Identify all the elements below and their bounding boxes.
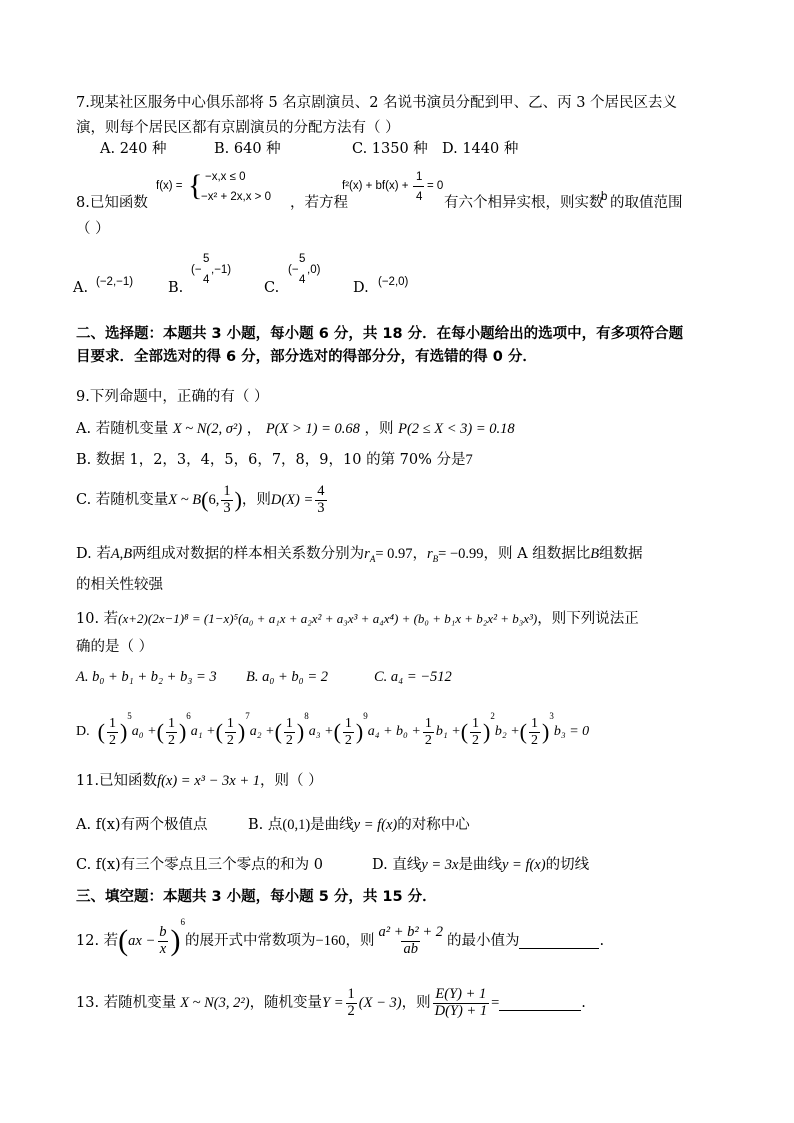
q8-equation-num: 1 — [416, 171, 423, 183]
q10-option-b: B. a₀ + b₀ = 2 — [246, 669, 329, 685]
q12-target-fraction — [376, 925, 445, 958]
q8-equation-fraction-bar — [413, 186, 424, 187]
q10-prefix: 10. 若 — [76, 611, 119, 627]
q13-target-den: D(Y) + 1 — [434, 1002, 488, 1019]
q9-d-ra-value: = 0.97 — [375, 546, 413, 562]
q9-c-n: 6, — [208, 491, 220, 508]
q11-option-d — [372, 858, 589, 873]
q9-option-a — [76, 422, 515, 437]
q12-answer-blank[interactable] — [519, 934, 599, 949]
q10-d-half-num: 1 — [226, 716, 234, 732]
q12-rparen: ) — [170, 924, 181, 957]
q8-option-b-label: B. — [168, 280, 184, 296]
q10-d-half-num: 1 — [424, 716, 432, 732]
q11-b-mid: 是曲线 — [310, 817, 354, 833]
q9-a-comma: ， — [246, 421, 262, 437]
q10-d-half-den: 2 — [226, 732, 234, 748]
q13-y-tail: (X − 3) — [358, 994, 402, 1011]
q11-d-curve: y = f(x) — [501, 857, 546, 873]
q8-option-b-num: 5 — [203, 253, 210, 265]
q12-target-den: ab — [403, 940, 418, 957]
q8-suffix: 有六个相异实根，则实数 — [444, 195, 604, 211]
q9-b-text: B. 数据 1，2，3，4，5，6，7，8，9，10 的第 70% 分是 — [76, 452, 466, 468]
q7-option-d: D. 1440 种 — [442, 141, 519, 157]
q9-d-end: ，则 A 组数据比 — [483, 546, 591, 562]
q11-d-suffix: 的切线 — [545, 857, 590, 873]
q13-equals: = — [491, 994, 500, 1011]
q9-c-p-fraction — [221, 484, 232, 517]
q9-a-prefix: A. 若随机变量 — [76, 421, 169, 437]
q9-d-rb: r — [427, 546, 433, 562]
q13-target-fraction — [433, 987, 489, 1020]
q8-function-name: f(x) = — [156, 180, 183, 192]
q9-c-result-num: 4 — [317, 482, 325, 499]
q12-then: ，则 — [345, 932, 375, 949]
q9-c-variance: D(X) = — [270, 491, 314, 508]
q10-d-b3: b₃ = 0 — [553, 724, 590, 739]
q10-d-pow3: 3 — [549, 711, 554, 721]
q13-then: ，则 — [401, 994, 431, 1011]
q10-d-pow9: 9 — [363, 711, 368, 721]
q9-c-then: ，则 — [241, 491, 271, 508]
q13-half-num: 1 — [347, 985, 355, 1002]
q8-option-c-pre: (− — [288, 264, 299, 276]
q9-option-b — [76, 453, 473, 468]
q10-d-b2: b₂ + — [494, 724, 520, 739]
q10-option-c: C. a₄ = −512 — [374, 669, 452, 685]
q9-a-distribution: X ~ N(2, σ²) — [172, 421, 243, 437]
q8-brace: { — [188, 169, 203, 202]
q8-option-d-label: D. — [353, 280, 369, 296]
q9-d-end2: 组数据 — [599, 546, 643, 562]
q11-d-mid: 是曲线 — [458, 857, 502, 873]
q9-c-result-den: 3 — [317, 499, 325, 516]
q10-d-half-num: 1 — [344, 716, 352, 732]
q9-a-then: ，则 — [364, 421, 394, 437]
q13-distribution: X ~ N(3, 2²) — [180, 994, 250, 1011]
q9-c-lparen: ( — [201, 487, 209, 512]
q13-y-eq: Y = — [322, 994, 344, 1011]
q11-d-line: y = 3x — [421, 857, 459, 873]
q8-option-c-num: 5 — [299, 253, 306, 265]
q13-answer-blank[interactable] — [499, 996, 581, 1011]
q13-end: . — [581, 994, 586, 1011]
q9-c-result-fraction — [315, 484, 326, 517]
q8-option-c-den: 4 — [299, 274, 306, 286]
q8-option-c-post: ,0) — [307, 264, 321, 276]
q10-option-a: A. b₀ + b₁ + b₂ + b₃ = 3 — [76, 669, 217, 685]
q12-ax: ax − — [128, 932, 156, 949]
q10-suffix: ，则下列说法正 — [537, 611, 639, 627]
q13-prefix: 13. 若随机变量 — [76, 994, 177, 1011]
q8-prefix: 8.已知函数 — [76, 195, 148, 211]
q10-d-half-den: 2 — [167, 732, 175, 748]
q9-option-d-line1 — [76, 547, 643, 564]
q10-d-a0: a₀ + — [131, 724, 157, 739]
q13-half-fraction — [346, 987, 357, 1020]
q8-equation-den: 4 — [416, 191, 423, 203]
q10-d-b1: b₁ + — [435, 724, 461, 739]
q8-suffix2: 的取值范围 — [610, 195, 683, 211]
q11-b-prefix: B. 点 — [248, 817, 283, 833]
q10-d-a2: a₂ + — [249, 724, 275, 739]
q7-option-a: A. 240 种 — [100, 141, 167, 157]
q11-option-b — [248, 818, 470, 833]
q9-d-comma: ， — [412, 546, 428, 562]
q9-b-value: 7 — [465, 452, 473, 468]
q10-d-pow7: 7 — [245, 711, 250, 721]
q9-c-prefix: C. 若随机变量 — [76, 491, 169, 508]
q9-stem: 9.下列命题中，正确的有（ ） — [76, 389, 269, 405]
q9-a-prob1: P(X > 1) = 0.68 — [265, 421, 360, 437]
q11-b-point: (0,1) — [282, 817, 311, 833]
q11-d-prefix: D. 直线 — [372, 857, 422, 873]
q8-equation: f²(x) + bf(x) + — [342, 180, 409, 192]
q11-option-c: C. f(x)有三个零点且三个零点的和为 0 — [76, 857, 323, 873]
q8-option-c-label: C. — [264, 280, 280, 296]
q10-option-d: D. ( $\frac{1}{2}$ ) 5 a₀ + ( $\frac{1}{2}$ ) 6 a₁ + ( $\frac{1}{2}$ ) 7 a₂ + ( $\frac{1}{2}$ ) 8 a₃ + ( $\frac{1}{2}$ ) 9 a₄ + b₀ + $\frac{1}{2}$ b₁ + ( $\frac{1}{2}$ ) 2 b₂ + ( $\frac{1}{2}$ ) 3 b₃ = 0 — [76, 711, 590, 748]
q10-d-half-num: 1 — [472, 716, 480, 732]
q11-b-suffix: 的对称中心 — [397, 817, 470, 833]
q12-constant-value: −160 — [315, 932, 346, 949]
q11-stem — [76, 774, 323, 789]
q12-stem — [76, 916, 604, 966]
q13-stem — [76, 980, 586, 1026]
q9-option-d-line2: 的相关性较强 — [76, 577, 163, 593]
q7-option-c: C. 1350 种 — [352, 141, 428, 157]
q9-d-rb-sub: B — [432, 553, 439, 564]
q10-d-a4: a₄ + b₀ + — [367, 724, 421, 739]
q8-option-a-value: (−2,−1) — [96, 276, 134, 288]
q9-d-rb-value: = −0.99 — [438, 546, 484, 562]
q9-d-ab: A,B — [110, 546, 133, 562]
q9-option-c — [76, 480, 329, 520]
q12-mid: 的展开式中常数项为 — [185, 932, 316, 949]
section3-heading: 三、填空题：本题共 3 小题，每小题 5 分，共 15 分． — [76, 889, 437, 905]
q12-prefix: 12. 若 — [76, 932, 119, 949]
q10-d-a1: a₁ + — [190, 724, 216, 739]
q8-piece2: −x² + 2x,x > 0 — [201, 191, 271, 203]
q8-option-b-post: ,−1) — [211, 264, 232, 276]
q8-answer-paren: （ ） — [76, 221, 110, 237]
q10-d-half-den: 2 — [344, 732, 352, 748]
q13-target-num: E(Y) + 1 — [435, 985, 487, 1002]
q10-d-half-den: 2 — [472, 732, 480, 748]
q9-d-prefix: D. 若 — [76, 546, 111, 562]
q8-piece1: −x,x ≤ 0 — [205, 171, 246, 183]
q7-option-b: B. 640 种 — [214, 141, 281, 157]
q7-stem-line2: 演，则每个居民区都有京剧演员的分配方法有（ ） — [76, 120, 400, 136]
q10-expression: (x+2)(2x−1)⁸ = (1−x)⁵(a₀ + a₁x + a₂x² + a₃x³ + a₄x⁴) + (b₀ + b₁x + b₂x² + b₃x³) — [118, 611, 538, 626]
q10-d-half-num: 1 — [167, 716, 175, 732]
q8-option-d-value: (−2,0) — [378, 276, 409, 288]
q10-d-label: D. — [76, 724, 90, 739]
q9-d-ra: r — [364, 546, 370, 562]
q10-d-pow6: 6 — [186, 711, 191, 721]
q9-d-mid: 两组成对数据的样本相关系数分别为 — [132, 546, 365, 562]
q9-a-prob2: P(2 ≤ X < 3) = 0.18 — [398, 421, 515, 437]
q9-c-p-den: 3 — [223, 499, 231, 516]
q10-d-half-den: 2 — [531, 732, 538, 748]
q10-stem-line2: 确的是（ ） — [76, 639, 154, 655]
q12-bx-fraction — [157, 925, 168, 958]
q12-power: 6 — [180, 917, 186, 927]
q9-c-distribution: X ~ B — [168, 491, 202, 508]
q9-c-p-num: 1 — [223, 482, 231, 499]
q10-d-pow5: 5 — [127, 711, 132, 721]
q12-end: . — [599, 932, 605, 949]
q8-option-a-label: A. — [73, 280, 89, 296]
q8-option-b-den: 4 — [203, 274, 210, 286]
q11-prefix: 11.已知函数 — [76, 773, 158, 789]
q10-d-half-den: 2 — [424, 732, 432, 748]
q8-var-b: b — [601, 191, 608, 203]
q11-suffix: ，则（ ） — [260, 773, 323, 789]
q10-d-a3: a₃ + — [308, 724, 334, 739]
q13-mid: ，随机变量 — [249, 994, 323, 1011]
q12-b-den: x — [159, 940, 167, 957]
q10-d-pow8: 8 — [304, 711, 309, 721]
q9-c-rparen: ) — [234, 487, 242, 512]
q12-suffix: 的最小值为 — [446, 932, 520, 949]
q10-d-half-num: 1 — [108, 716, 116, 732]
q9-d-ra-sub: A — [369, 553, 376, 564]
q10-stem-line1 — [76, 612, 639, 627]
q8-option-b-pre: (− — [191, 264, 202, 276]
section2-heading-line1: 二、选择题：本题共 3 小题，每小题 6 分，共 18 分．在每小题给出的选项中，有多项符合题 — [76, 326, 684, 342]
q7-stem-line1: 7.现某社区服务中心俱乐部将 5 名京剧演员、2 名说书演员分配到甲、乙、丙 3 个居民区去义 — [76, 95, 678, 111]
q9-d-b: B — [590, 546, 600, 562]
q11-b-curve: y = f(x) — [353, 817, 398, 833]
q10-d-half-num: 1 — [531, 716, 538, 732]
q12-lparen: ( — [118, 924, 129, 957]
q8-mid-text: ，若方程 — [290, 195, 348, 211]
q8-equation-tail: = 0 — [427, 180, 444, 192]
q11-option-a: A. f(x)有两个极值点 — [76, 817, 208, 833]
q12-target-num: a² + b² + 2 — [378, 923, 443, 940]
q10-d-half-num: 1 — [285, 716, 293, 732]
section2-heading-line2: 目要求．全部选对的得 6 分，部分选对的得部分分，有选错的得 0 分． — [76, 349, 537, 365]
q10-d-half-den: 2 — [285, 732, 293, 748]
q12-b-num: b — [159, 923, 167, 940]
q11-function: f(x) = x³ − 3x + 1 — [157, 773, 261, 789]
q10-d-pow2: 2 — [490, 711, 495, 721]
q10-d-half-den: 2 — [108, 732, 116, 748]
q13-half-den: 2 — [347, 1002, 355, 1019]
